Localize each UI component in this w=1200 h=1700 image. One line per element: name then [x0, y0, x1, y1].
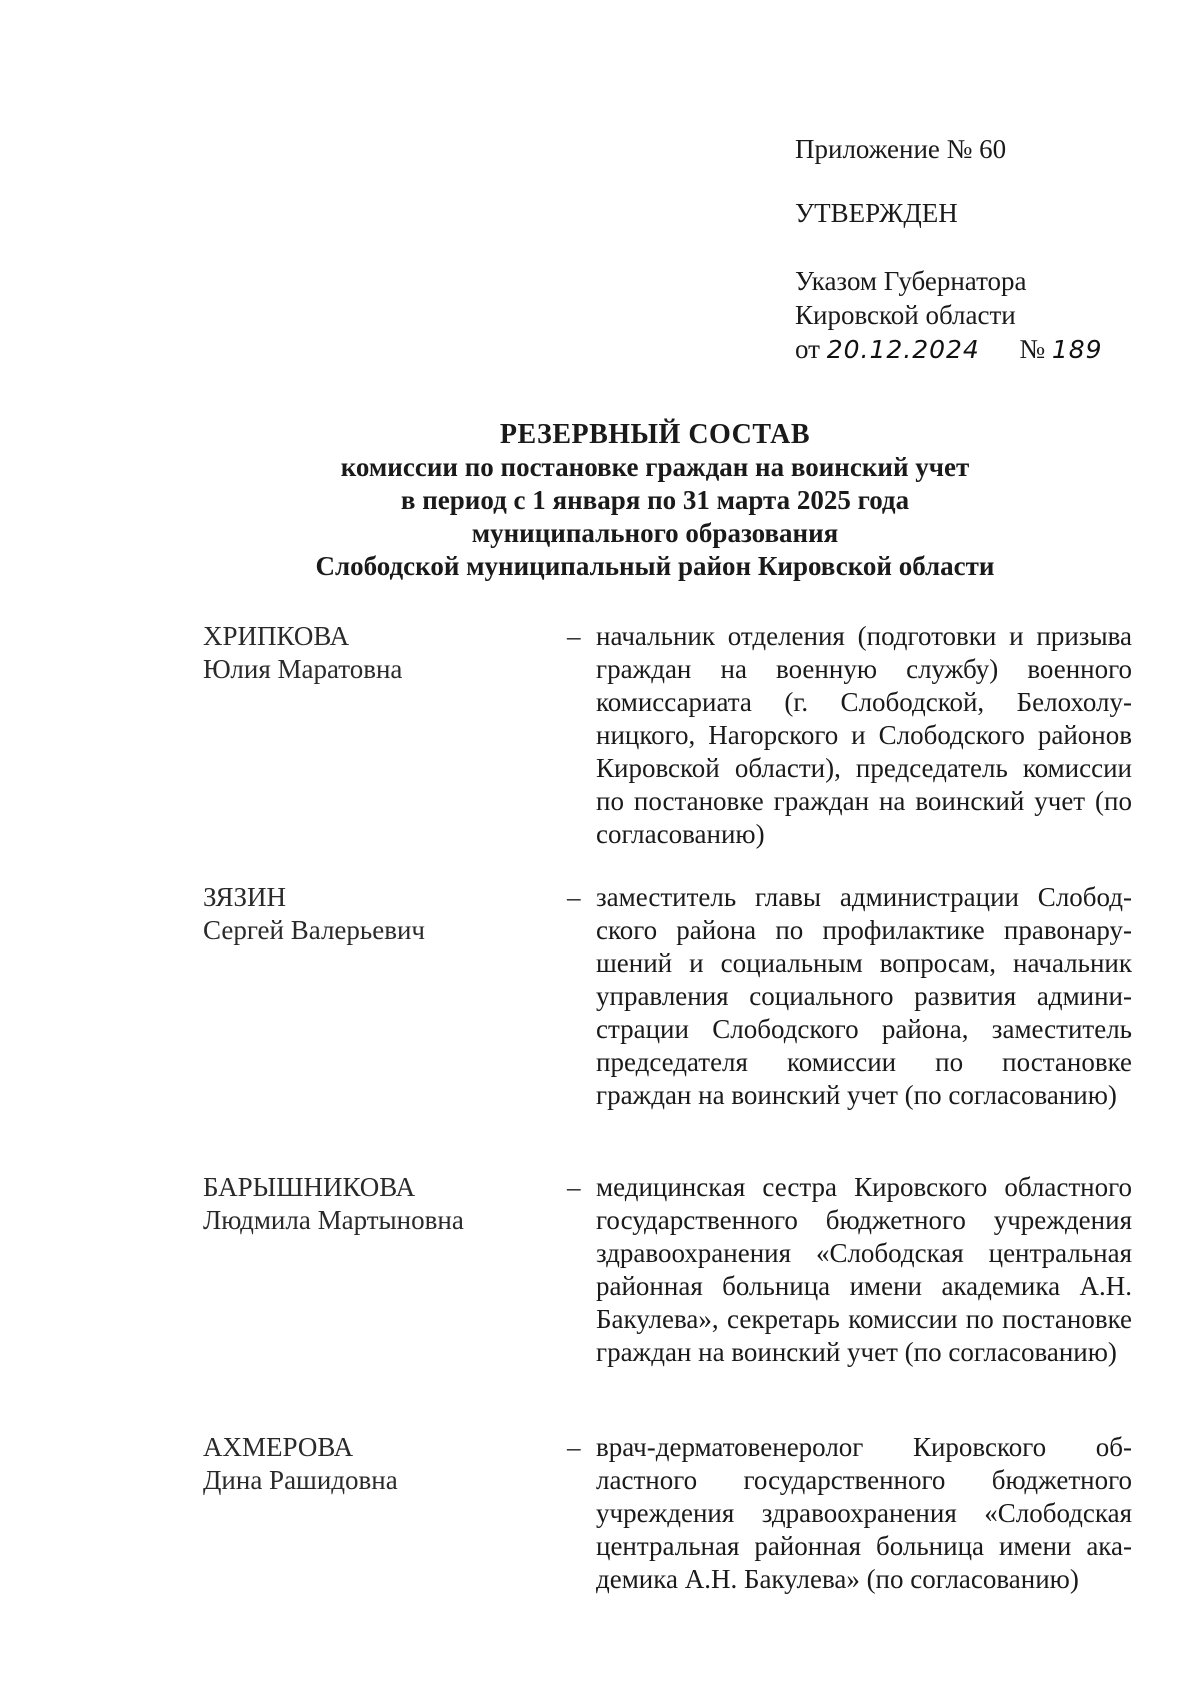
handwritten-number: 189	[1051, 335, 1103, 364]
member-name	[203, 1171, 543, 1237]
member-description: медицинская сестра Кировского областного государственного бюджетного учреждения здравоохранения «Слободская центральная районная больница имени академика А.Н. Бакулева», секретарь комиссии по постановке граждан на воинский учет (по согласованию)	[596, 1172, 1132, 1367]
member-given-name: Людмила Мартыновна	[203, 1205, 464, 1235]
decree-line-1: Указом Губернатора	[795, 266, 1027, 296]
number-prefix: №	[1019, 334, 1046, 364]
title-line-2: комиссии по постановке граждан на воинский учет	[340, 452, 970, 482]
member-description: начальник отделения (подготовки и призыва граждан на военную службу) военного комиссариата (г. Слободской, Белохолуницкого, Нагорского и Слободского районов Кировской области), председатель комиссии по постановке граждан на воинский учет (по согласованию)	[596, 621, 1132, 849]
member-given-name: Юлия Маратовна	[203, 654, 403, 684]
member-surname: БАРЫШНИКОВА	[203, 1172, 416, 1202]
member-dash: –	[567, 1172, 581, 1202]
appendix-number: Приложение № 60	[795, 134, 1007, 164]
title-line-1: РЕЗЕРВНЫЙ СОСТАВ	[499, 419, 811, 450]
member-dash: –	[567, 882, 581, 912]
approved-stamp: УТВЕРЖДЕН	[795, 198, 958, 228]
member-surname: ХРИПКОВА	[203, 621, 350, 651]
member-description: врач-дерматовенеролог Кировского областного государственного бюджетного учреждения здравоохранения «Слободская центральная районная больница имени академика А.Н. Бакулева» (по согласованию)	[596, 1432, 1132, 1594]
member-given-name: Сергей Валерьевич	[203, 915, 425, 945]
approval-block	[795, 132, 1155, 367]
member-surname: ЗЯЗИН	[203, 882, 287, 912]
decree-date-line	[795, 332, 1155, 367]
member-given-name: Дина Рашидовна	[203, 1465, 398, 1495]
document-title	[150, 418, 1160, 583]
decree-line-2: Кировской области	[795, 300, 1016, 330]
member-name	[203, 881, 543, 947]
title-line-4: муниципального образования	[471, 518, 839, 548]
member-description: заместитель главы администрации Слободского района по профилактике правонарушений и социальным вопросам, начальник управления социального развития администрации Слободского района, заместитель председателя комиссии по постановке граждан на воинский учет (по согласованию)	[596, 882, 1132, 1110]
member-name	[203, 620, 543, 686]
title-line-3: в период с 1 января по 31 марта 2025 года	[400, 485, 910, 515]
date-prefix: от	[795, 334, 820, 364]
member-surname: АХМЕРОВА	[203, 1432, 354, 1462]
handwritten-date: 20.12.2024	[826, 335, 980, 364]
member-name	[203, 1431, 543, 1497]
member-dash: –	[567, 1432, 581, 1462]
title-line-5: Слободской муниципальный район Кировской области	[315, 551, 995, 581]
member-dash: –	[567, 621, 581, 651]
